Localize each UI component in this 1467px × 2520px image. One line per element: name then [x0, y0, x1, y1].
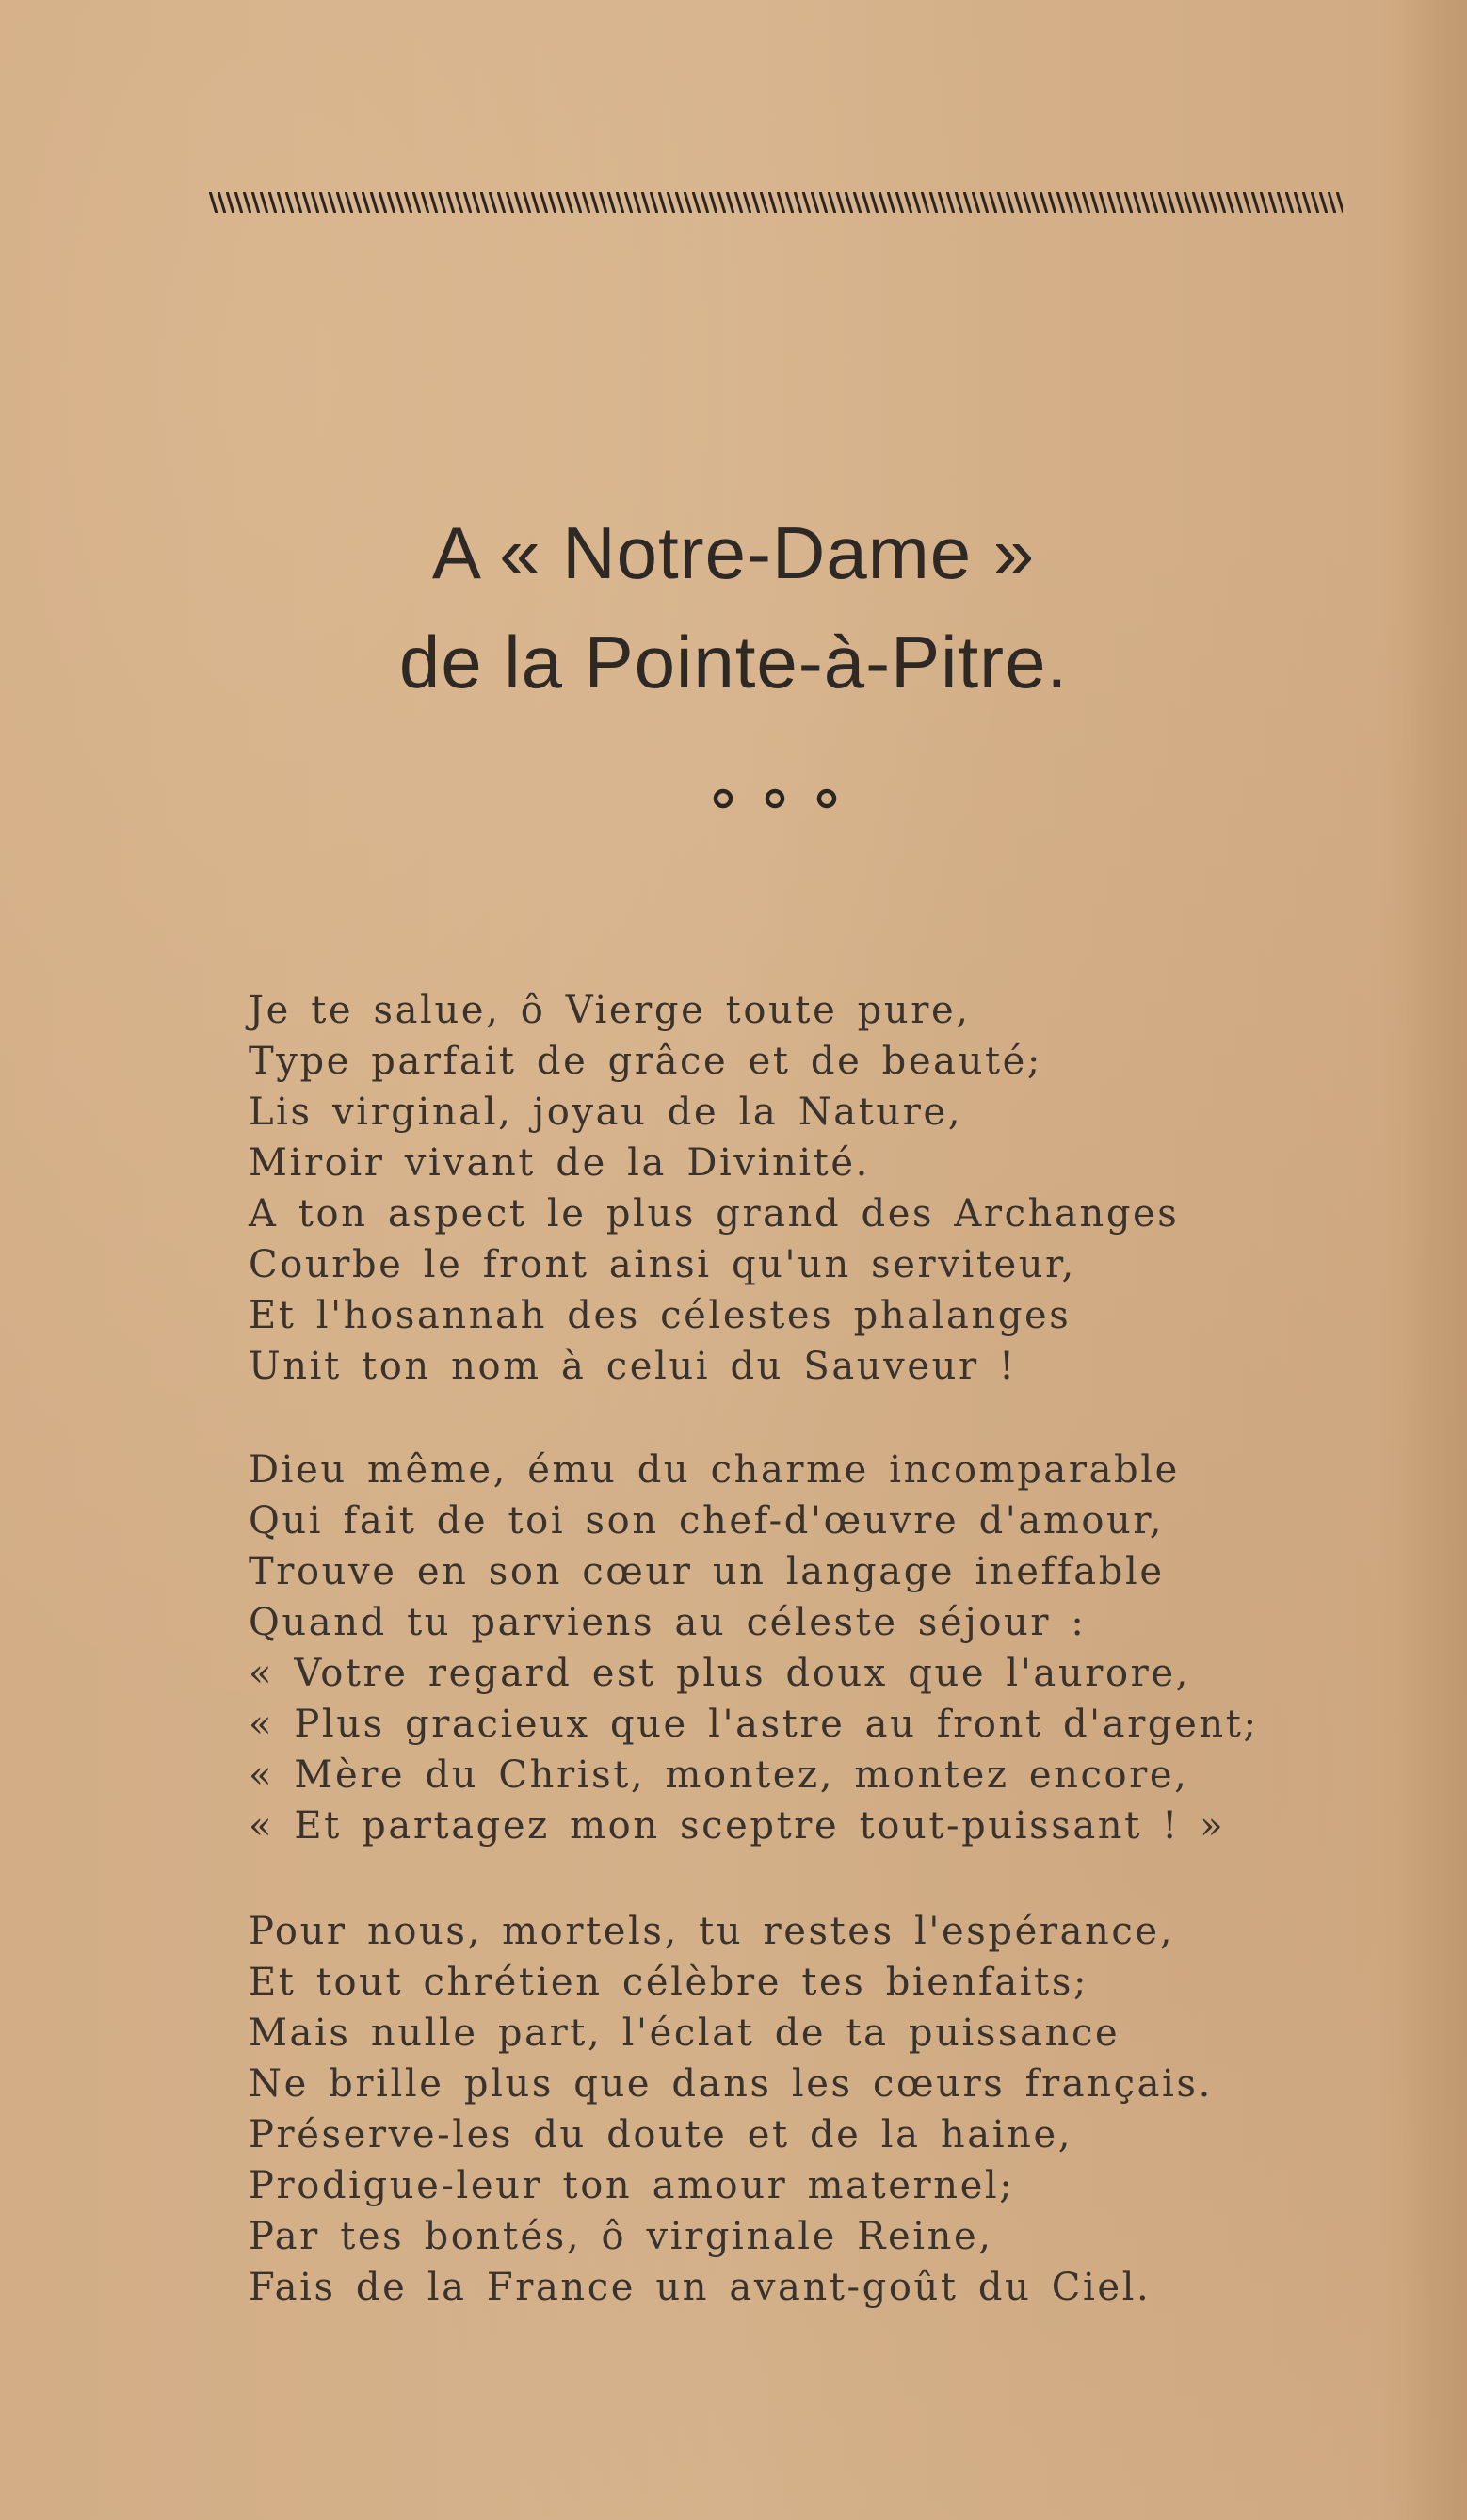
verse-line: « Plus gracieux que l'astre au front d'argent; [249, 1703, 1259, 1746]
verse-line: Miroir vivant de la Divinité. [249, 1141, 870, 1185]
verse-line: Je te salue, ô Vierge toute pure, [249, 989, 971, 1032]
verse-line: Quand tu parviens au céleste séjour : [249, 1601, 1087, 1644]
verse-line: « Votre regard est plus doux que l'aurore, [249, 1652, 1190, 1695]
verse-line: Par tes bontés, ô virginale Reine, [249, 2215, 993, 2258]
verse-line: Préserve-les du doute et de la haine, [249, 2113, 1073, 2157]
verse-line: Lis virginal, joyau de la Nature, [249, 1090, 963, 1134]
hatched-ornament-band [209, 188, 1343, 217]
poem-title-line-1: A « Notre-Dame » [431, 511, 1036, 594]
verse-line: Qui fait de toi son chef-d'œuvre d'amour, [249, 1499, 1165, 1543]
verse-line: Type parfait de grâce et de beauté; [249, 1040, 1042, 1083]
stanza-1 [249, 985, 1378, 1392]
verse-line: « Mère du Christ, montez, montez encore, [249, 1753, 1189, 1797]
verse-line: Mais nulle part, l'éclat de ta puissance [249, 2011, 1120, 2055]
verse-line: Et l'hosannah des célestes phalanges [249, 1294, 1072, 1337]
verse-line: Prodigue-leur ton amour maternel; [249, 2164, 1015, 2207]
page-edge-shadow [1401, 0, 1467, 2520]
verse-line: Ne brille plus que dans les cœurs français. [249, 2062, 1213, 2106]
verse-line: Unit ton nom à celui du Sauveur ! [249, 1345, 1017, 1388]
poem-title-line-2: de la Pointe-à-Pitre. [398, 621, 1069, 703]
verse-line: Fais de la France un avant-goût du Ciel. [249, 2266, 1152, 2309]
verse-line: Et tout chrétien célèbre tes bienfaits; [249, 1961, 1089, 2004]
verse-line: Trouve en son cœur un langage ineffable [249, 1550, 1165, 1593]
verse-line: Dieu même, ému du charme incomparable [249, 1448, 1180, 1492]
verse-line: A ton aspect le plus grand des Archanges [249, 1192, 1180, 1236]
three-circles-separator [702, 785, 853, 812]
verse-line: « Et partagez mon sceptre tout-puissant ! » [249, 1804, 1226, 1848]
verse-line: Courbe le front ainsi qu'un serviteur, [249, 1243, 1076, 1286]
stanza-2 [249, 1445, 1378, 1851]
stanza-3 [249, 1906, 1378, 2313]
verse-line: Pour nous, mortels, tu restes l'espérance, [249, 1910, 1175, 1953]
